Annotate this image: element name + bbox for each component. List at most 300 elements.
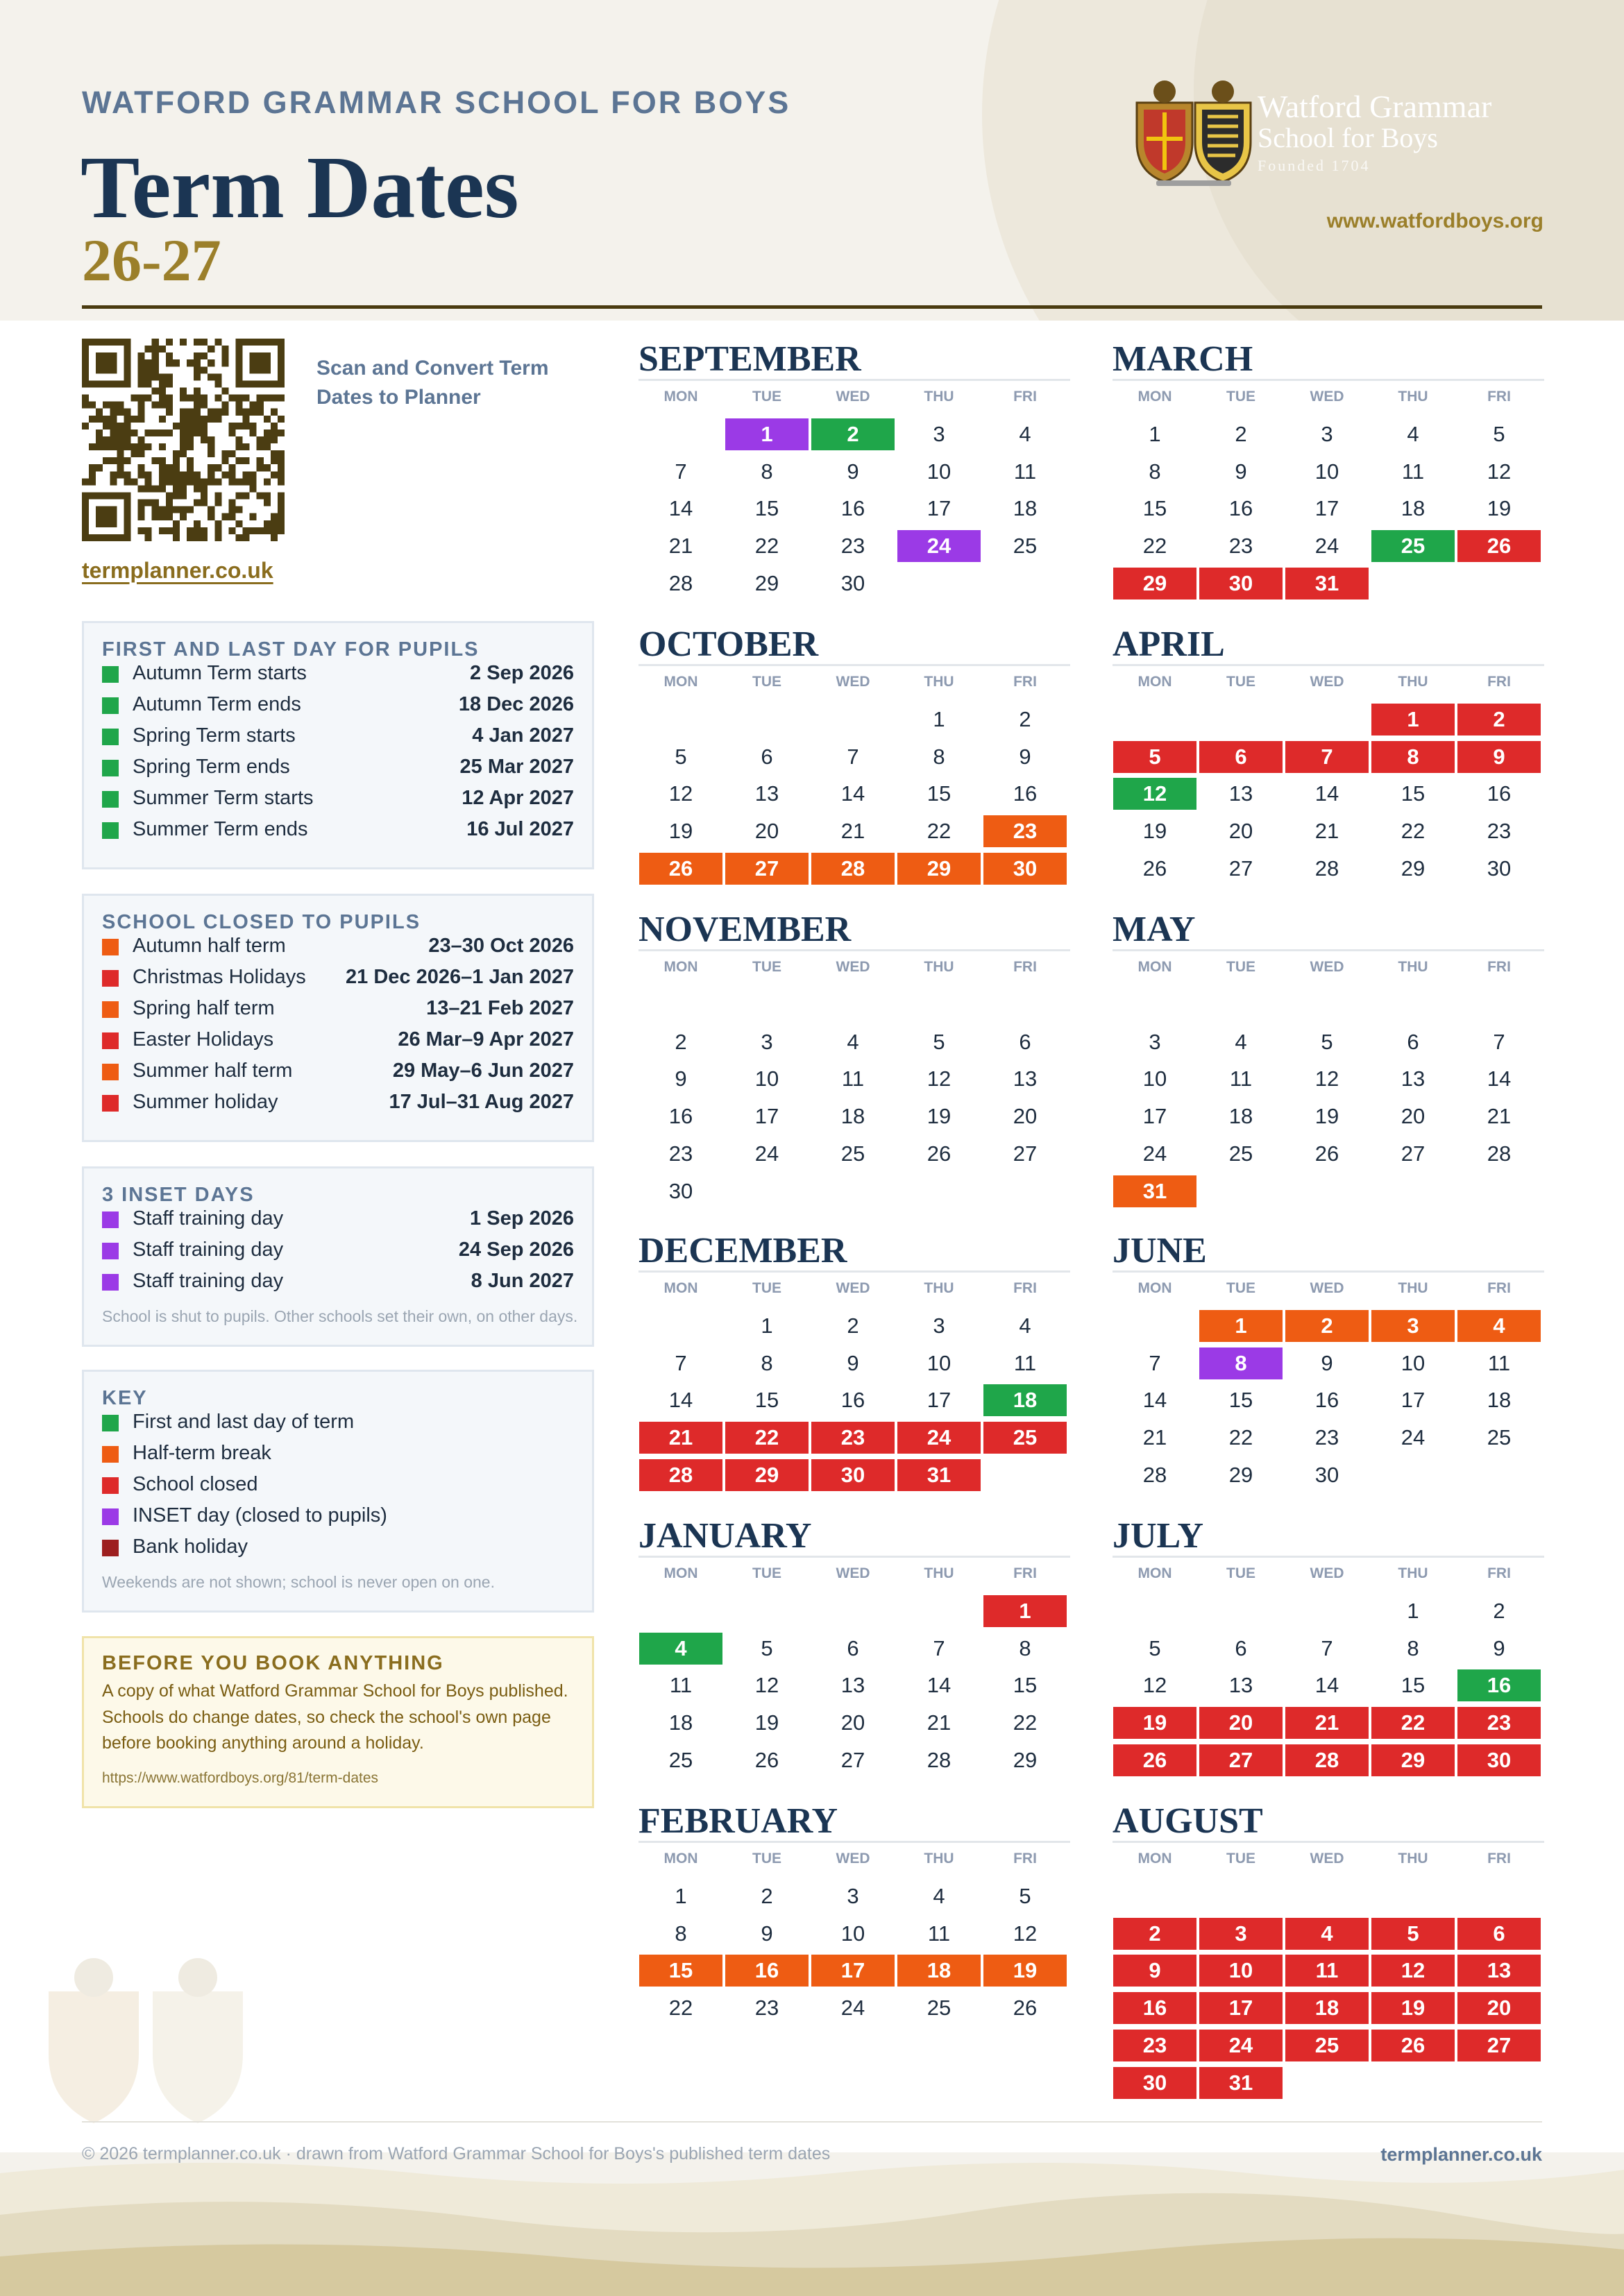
booking-notice [82, 1636, 594, 1808]
legend-date: 18 Dec 2026 [458, 693, 574, 715]
calendar-day-first-last: 25 [1371, 530, 1455, 562]
month-divider [638, 1556, 1070, 1558]
scan-instructions: Scan and Convert Term Dates to Planner [316, 357, 549, 409]
calendar-day: 24 [1401, 1425, 1426, 1450]
color-swatch [102, 1446, 119, 1463]
weekday-header: WED [836, 1851, 870, 1866]
month-name: MARCH [1113, 339, 1253, 379]
calendar-day: 24 [754, 1141, 779, 1166]
calendar-day: 1 [1407, 1599, 1419, 1623]
calendar-day: 17 [1401, 1388, 1426, 1413]
month-divider [638, 1841, 1070, 1843]
calendar-day: 15 [1228, 1388, 1253, 1413]
calendar-day: 29 [1401, 856, 1426, 881]
calendar-day: 18 [1487, 1388, 1512, 1413]
calendar-day: 19 [1487, 496, 1512, 521]
calendar-day: 7 [675, 1350, 687, 1375]
month-may [1113, 910, 1544, 1203]
legend-row [102, 1442, 574, 1473]
calendar-day: 21 [1314, 819, 1339, 844]
weekday-header: TUE [1226, 1565, 1255, 1581]
calendar-day: 3 [1149, 1029, 1161, 1054]
legend-date: 23–30 Oct 2026 [428, 935, 574, 957]
calendar-day: 14 [668, 496, 693, 521]
legend-row [102, 1091, 574, 1122]
calendar-day: 19 [1314, 1104, 1339, 1129]
weekday-header: WED [836, 1280, 870, 1296]
calendar-day: 24 [840, 1996, 865, 2021]
calendar-day: 6 [761, 744, 773, 769]
calendar-day: 15 [754, 1388, 779, 1413]
weekday-header: THU [924, 674, 954, 690]
month-december [638, 1233, 1070, 1497]
calendar-day-inset: 24 [897, 530, 981, 562]
calendar-day-closed: 2 [1457, 704, 1541, 735]
calendar-day: 16 [1487, 781, 1512, 806]
calendar-day-closed: 12 [1371, 1955, 1455, 1987]
month-july [1113, 1518, 1544, 1782]
calendar-day: 9 [847, 459, 859, 484]
legend-label: Summer Term ends [133, 818, 308, 840]
calendar-day: 25 [1013, 534, 1038, 559]
calendar-day: 7 [933, 1635, 945, 1660]
color-swatch [102, 1477, 119, 1494]
calendar-day: 16 [1314, 1388, 1339, 1413]
calendar-day: 12 [754, 1673, 779, 1698]
month-june [1113, 1233, 1544, 1497]
weekday-header: TUE [1226, 389, 1255, 405]
weekday-header: THU [1398, 959, 1428, 975]
calendar-day: 16 [668, 1104, 693, 1129]
weekday-header: MON [663, 959, 698, 975]
calendar-day: 8 [933, 744, 945, 769]
legend-label: Staff training day [133, 1270, 284, 1292]
calendar-day: 3 [1321, 422, 1333, 446]
calendar-day: 27 [1013, 1141, 1038, 1166]
legend-row [102, 1411, 574, 1442]
calendar-day: 10 [927, 459, 951, 484]
panel-title: KEY [102, 1387, 148, 1409]
calendar-day: 18 [1401, 496, 1426, 521]
calendar-day: 14 [668, 1388, 693, 1413]
calendar-day: 17 [927, 496, 951, 521]
calendar-day: 4 [1407, 422, 1419, 446]
weekday-header: MON [663, 1851, 698, 1866]
calendar-day: 3 [933, 1313, 945, 1338]
inset-note: School is shut to pupils. Other schools set their own, on other days. [102, 1307, 578, 1325]
calendar-day: 5 [1149, 1635, 1161, 1660]
month-october [638, 624, 1070, 890]
month-divider [1113, 379, 1544, 381]
weekday-header: WED [1310, 674, 1344, 690]
calendar-day-half-term: 31 [1113, 1175, 1196, 1207]
weekday-header: FRI [1487, 1851, 1511, 1866]
calendar-day: 14 [1487, 1066, 1512, 1091]
qr-code-icon[interactable] [82, 339, 285, 541]
calendar-day-closed: 4 [1285, 1918, 1369, 1950]
calendar-day-closed: 29 [1113, 568, 1196, 599]
month-name: FEBRUARY [638, 1801, 838, 1841]
calendar-day: 21 [927, 1710, 951, 1735]
calendar-day: 24 [1314, 534, 1339, 559]
calendar-day-closed: 20 [1199, 1707, 1283, 1739]
calendar-day: 6 [1235, 1635, 1247, 1660]
color-swatch [102, 1001, 119, 1018]
calendar-day: 14 [1314, 1673, 1339, 1698]
calendar-day: 2 [1019, 707, 1031, 731]
panel-title: SCHOOL CLOSED TO PUPILS [102, 911, 421, 933]
calendar-day: 8 [761, 459, 773, 484]
weekday-header: THU [1398, 389, 1428, 405]
calendar-day: 11 [1401, 459, 1425, 484]
color-swatch [102, 760, 119, 776]
calendar-day: 23 [1228, 534, 1253, 559]
calendar-day-half-term: 16 [725, 1955, 809, 1987]
month-name: APRIL [1113, 624, 1225, 664]
calendar-day-half-term: 28 [811, 853, 895, 885]
calendar-day: 20 [1228, 819, 1253, 844]
calendar-day: 12 [927, 1066, 951, 1091]
legend-row [102, 1504, 574, 1536]
page-title: Term Dates [81, 138, 519, 237]
panel-title: 3 INSET DAYS [102, 1184, 255, 1206]
notice-text: A copy of what Watford Grammar School for Boys published. Schools do change dates, so check the school's own page before booking anything around a holiday. [102, 1681, 568, 1753]
calendar-day-closed: 9 [1113, 1955, 1196, 1987]
calendar-day: 15 [1142, 496, 1167, 521]
color-swatch [102, 1095, 119, 1112]
calendar-day: 9 [675, 1066, 687, 1091]
weekday-header: FRI [1013, 959, 1037, 975]
school-website-link[interactable]: www.watfordboys.org [1326, 210, 1543, 232]
calendar-day: 9 [847, 1350, 859, 1375]
calendar-day-closed: 6 [1199, 741, 1283, 773]
calendar-day-half-term: 23 [983, 815, 1067, 847]
notice-url-link[interactable]: https://www.watfordboys.org/81/term-dates [102, 1770, 379, 1786]
calendar-day: 12 [668, 781, 693, 806]
weekday-header: WED [1310, 959, 1344, 975]
weekday-header: TUE [752, 389, 781, 405]
calendar-day: 1 [675, 1884, 687, 1908]
calendar-day: 3 [761, 1029, 773, 1054]
calendar-day: 10 [927, 1350, 951, 1375]
calendar-day-closed: 19 [1371, 1992, 1455, 2024]
notice-title: BEFORE YOU BOOK ANYTHING [102, 1652, 444, 1674]
legend-label: Bank holiday [133, 1536, 248, 1558]
calendar-day: 14 [1314, 781, 1339, 806]
calendar-day-closed: 30 [1113, 2067, 1196, 2099]
legend-row [102, 935, 574, 966]
calendar-day-closed: 23 [1457, 1707, 1541, 1739]
calendar-day-closed: 22 [725, 1422, 809, 1454]
school-crest-icon [1131, 76, 1256, 187]
key-note: Weekends are not shown; school is never open on one. [102, 1573, 495, 1591]
color-swatch [102, 729, 119, 745]
legend-row [102, 756, 574, 787]
calendar-day: 17 [1142, 1104, 1167, 1129]
weekday-header: MON [1137, 959, 1172, 975]
weekday-header: FRI [1013, 1280, 1037, 1296]
calendar-day: 28 [1142, 1462, 1167, 1487]
calendar-day: 23 [668, 1141, 693, 1166]
calendar-day: 30 [840, 570, 865, 595]
legend-label: Spring half term [133, 997, 275, 1019]
wordmark-line: Watford Grammar [1258, 89, 1492, 124]
calendar-day: 21 [1487, 1104, 1512, 1129]
calendar-day: 5 [761, 1635, 773, 1660]
calendar-day: 14 [840, 781, 865, 806]
legend-label: Easter Holidays [133, 1028, 274, 1051]
calendar-day: 19 [927, 1104, 951, 1129]
calendar-day-closed: 2 [1113, 1918, 1196, 1950]
calendar-day-closed: 7 [1285, 741, 1369, 773]
weekday-header: THU [924, 1280, 954, 1296]
legend-label: Staff training day [133, 1239, 284, 1261]
calendar-day: 3 [933, 422, 945, 446]
legend-row [102, 1207, 574, 1239]
weekday-header: TUE [1226, 674, 1255, 690]
color-swatch [102, 1540, 119, 1556]
weekday-header: THU [1398, 1280, 1428, 1296]
weekday-header: FRI [1487, 1565, 1511, 1581]
color-swatch [102, 1415, 119, 1431]
calendar-day-closed: 25 [1285, 2030, 1369, 2061]
calendar-day: 15 [1401, 1673, 1426, 1698]
calendar-day-closed: 31 [1199, 2067, 1283, 2099]
calendar-day-closed: 1 [983, 1595, 1067, 1627]
calendar-day-closed: 6 [1457, 1918, 1541, 1950]
legend-label: Autumn half term [133, 935, 286, 957]
wordmark-founded: Founded 1704 [1258, 157, 1371, 175]
legend-row [102, 1536, 574, 1567]
calendar-day-closed: 27 [1457, 2030, 1541, 2061]
calendar-day: 14 [927, 1673, 951, 1698]
legend-row [102, 818, 574, 849]
calendar-day-half-term: 27 [725, 853, 809, 885]
weekday-header: MON [1137, 1280, 1172, 1296]
calendar-day: 28 [1487, 1141, 1512, 1166]
school-closed-panel [82, 894, 594, 1142]
calendar-day: 2 [761, 1884, 773, 1908]
calendar-day-closed: 31 [897, 1459, 981, 1491]
legend-row [102, 1239, 574, 1270]
decorative-wave [0, 2152, 1624, 2296]
calendar-day-half-term: 2 [1285, 1310, 1369, 1342]
calendar-day-half-term: 18 [897, 1955, 981, 1987]
legend-row [102, 787, 574, 818]
calendar-day: 9 [1493, 1635, 1505, 1660]
calendar-day-closed: 29 [1371, 1744, 1455, 1776]
school-name: WATFORD GRAMMAR SCHOOL FOR BOYS [82, 85, 791, 120]
calendar-day-closed: 31 [1285, 568, 1369, 599]
calendar-day-half-term: 1 [1199, 1310, 1283, 1342]
calendar-day-closed: 5 [1113, 741, 1196, 773]
calendar-day: 23 [1314, 1425, 1339, 1450]
calendar-day: 13 [754, 781, 779, 806]
calendar-day-closed: 1 [1371, 704, 1455, 735]
legend-date: 1 Sep 2026 [470, 1207, 574, 1230]
weekday-header: TUE [752, 674, 781, 690]
calendar-day: 22 [1142, 534, 1167, 559]
calendar-day-first-last: 16 [1457, 1669, 1541, 1701]
calendar-day: 6 [1407, 1029, 1419, 1054]
weekday-header: THU [1398, 1565, 1428, 1581]
calendar-day: 22 [754, 534, 779, 559]
legend-label: Half-term break [133, 1442, 271, 1464]
calendar-day: 30 [1487, 856, 1512, 881]
calendar-day: 21 [668, 534, 693, 559]
legend-label: Summer half term [133, 1060, 293, 1082]
calendar-day-closed: 24 [1199, 2030, 1283, 2061]
calendar-day-closed: 24 [897, 1422, 981, 1454]
legend-label: Autumn Term starts [133, 662, 307, 684]
month-name: NOVEMBER [638, 910, 852, 949]
calendar-day: 11 [841, 1066, 865, 1091]
weekday-header: MON [1137, 1851, 1172, 1866]
legend-row [102, 1473, 574, 1504]
calendar-day: 13 [1228, 781, 1253, 806]
weekday-header: FRI [1013, 674, 1037, 690]
calendar-day: 16 [840, 496, 865, 521]
calendar-day: 22 [927, 819, 951, 844]
legend-date: 16 Jul 2027 [466, 818, 574, 840]
month-divider [1113, 949, 1544, 951]
calendar-day: 10 [754, 1066, 779, 1091]
weekday-header: WED [1310, 1280, 1344, 1296]
calendar-day: 18 [840, 1104, 865, 1129]
footer-link[interactable]: termplanner.co.uk [1380, 2144, 1542, 2165]
calendar-day: 17 [754, 1104, 779, 1129]
calendar-day: 4 [933, 1884, 945, 1908]
calendar-day: 27 [1228, 856, 1253, 881]
calendar-day: 5 [933, 1029, 945, 1054]
calendar-day: 23 [840, 534, 865, 559]
calendar-day: 16 [840, 1388, 865, 1413]
calendar-day: 2 [675, 1029, 687, 1054]
legend-date: 26 Mar–9 Apr 2027 [398, 1028, 574, 1051]
month-february [638, 1803, 1070, 2067]
legend-date: 21 Dec 2026–1 Jan 2027 [346, 966, 574, 988]
calendar-day: 29 [1013, 1747, 1038, 1772]
weekday-header: WED [1310, 1565, 1344, 1581]
weekday-header: FRI [1487, 1280, 1511, 1296]
month-divider [638, 379, 1070, 381]
calendar-day: 22 [1013, 1710, 1038, 1735]
calendar-day: 9 [1321, 1350, 1333, 1375]
calendar-day: 5 [675, 744, 687, 769]
calendar-day: 16 [1013, 781, 1038, 806]
key-panel [82, 1370, 594, 1613]
calendar-day-inset: 1 [725, 418, 809, 450]
inset-days-panel [82, 1166, 594, 1347]
weekday-header: THU [924, 1565, 954, 1581]
calendar-day-closed: 28 [1285, 1744, 1369, 1776]
calendar-day: 20 [840, 1710, 865, 1735]
calendar-day-closed: 8 [1371, 741, 1455, 773]
calendar-day: 16 [1228, 496, 1253, 521]
calendar-day: 8 [761, 1350, 773, 1375]
calendar-day: 7 [1149, 1350, 1161, 1375]
calendar-day-closed: 30 [1457, 1744, 1541, 1776]
month-november [638, 910, 1070, 1203]
month-name: SEPTEMBER [638, 339, 861, 379]
calendar-day: 11 [1013, 1350, 1037, 1375]
month-august [1113, 1801, 1544, 2095]
weekday-header: MON [663, 1565, 698, 1581]
calendar-day: 28 [927, 1747, 951, 1772]
calendar-day: 12 [1314, 1066, 1339, 1091]
calendar-day: 22 [1401, 819, 1426, 844]
month-divider [1113, 1841, 1544, 1843]
calendar-day-half-term: 3 [1371, 1310, 1455, 1342]
calendar-day-closed: 3 [1199, 1918, 1283, 1950]
calendar-day-closed: 29 [725, 1459, 809, 1491]
legend-date: 25 Mar 2027 [459, 756, 574, 778]
calendar-day: 18 [1013, 496, 1038, 521]
calendar-day-closed: 23 [811, 1422, 895, 1454]
termplanner-link[interactable]: termplanner.co.uk [82, 558, 273, 583]
calendar-day: 4 [1235, 1029, 1247, 1054]
legend-label: Summer Term starts [133, 787, 314, 809]
month-name: AUGUST [1113, 1801, 1263, 1841]
color-swatch [102, 1508, 119, 1525]
calendar-day: 11 [1013, 459, 1037, 484]
calendar-day-closed: 26 [1457, 530, 1541, 562]
calendar-day-closed: 30 [811, 1459, 895, 1491]
calendar-day: 8 [675, 1921, 687, 1946]
weekday-header: WED [1310, 1851, 1344, 1866]
calendar-day: 10 [1142, 1066, 1167, 1091]
calendar-day: 9 [1019, 744, 1031, 769]
weekday-header: MON [1137, 674, 1172, 690]
calendar-day: 4 [1019, 1313, 1031, 1338]
calendar-day: 18 [668, 1710, 693, 1735]
legend-date: 12 Apr 2027 [462, 787, 574, 809]
legend-row [102, 724, 574, 756]
weekday-header: WED [1310, 389, 1344, 405]
calendar-day: 15 [927, 781, 951, 806]
footer-credit: © 2026 termplanner.co.uk · drawn from Watford Grammar School for Boys's published term dates [82, 2144, 831, 2163]
month-divider [1113, 1270, 1544, 1273]
footer-divider [82, 2121, 1542, 2123]
calendar-day: 26 [1314, 1141, 1339, 1166]
calendar-day: 4 [1019, 422, 1031, 446]
panel-title: FIRST AND LAST DAY FOR PUPILS [102, 638, 480, 661]
legend-row [102, 1060, 574, 1091]
calendar-day: 13 [840, 1673, 865, 1698]
calendar-day: 23 [1487, 819, 1512, 844]
weekday-header: FRI [1487, 389, 1511, 405]
weekday-header: THU [924, 389, 954, 405]
legend-label: Christmas Holidays [133, 966, 306, 988]
calendar-day: 21 [1142, 1425, 1167, 1450]
month-divider [638, 949, 1070, 951]
calendar-day: 19 [1142, 819, 1167, 844]
color-swatch [102, 939, 119, 955]
month-january [638, 1518, 1070, 1782]
legend-date: 13–21 Feb 2027 [426, 997, 574, 1019]
legend-label: Spring Term ends [133, 756, 290, 778]
legend-date: 2 Sep 2026 [470, 662, 574, 684]
month-april [1113, 624, 1544, 890]
calendar-day: 17 [927, 1388, 951, 1413]
calendar-day: 11 [1487, 1350, 1511, 1375]
weekday-header: TUE [752, 1280, 781, 1296]
calendar-day: 13 [1228, 1673, 1253, 1698]
weekday-header: FRI [1013, 1565, 1037, 1581]
legend-label: Autumn Term ends [133, 693, 301, 715]
weekday-header: THU [924, 1851, 954, 1866]
calendar-day-closed: 25 [983, 1422, 1067, 1454]
